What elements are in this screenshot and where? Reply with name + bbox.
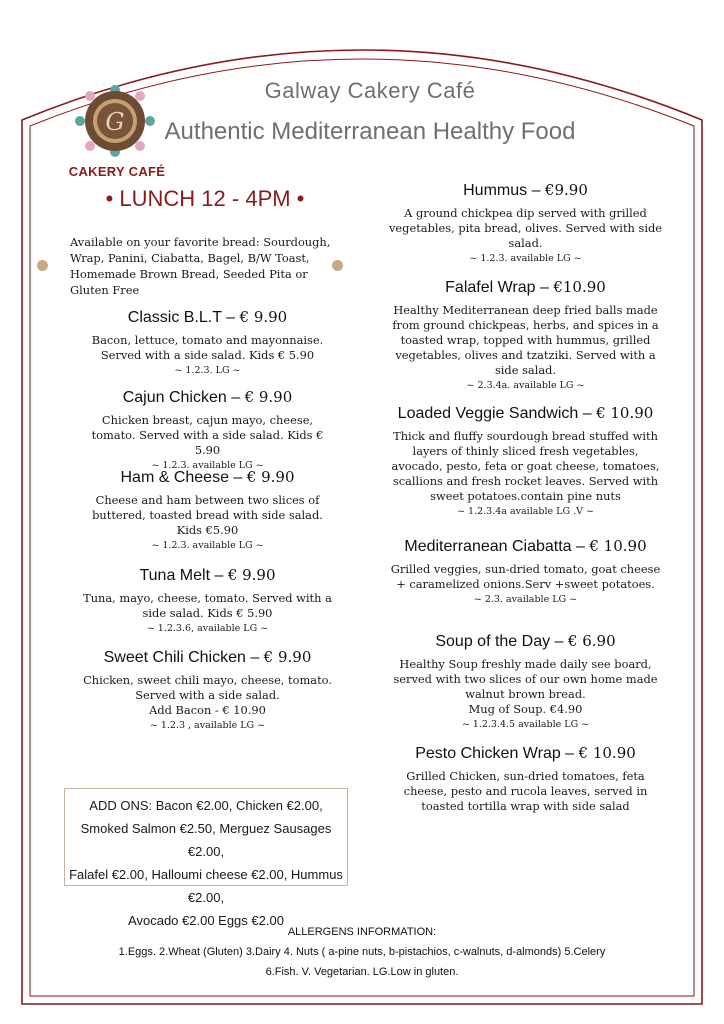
item-allergen-code: ~ 1.2.3. available LG ~ bbox=[151, 540, 264, 551]
item-desc: Healthy Mediterranean deep fried balls made from ground chickpeas, herbs, and spices in a toasted wrap, topped with hummus, grilled vegetables, olives and tzatziki. Served with a side salad. bbox=[392, 303, 659, 377]
menu-item-ham-cheese: Ham & Cheese – € 9.90 Cheese and ham between two slices of buttered, toasted bread with side salad. Kids €5.90 ~ 1.2.3. available LG ~ bbox=[80, 468, 335, 552]
logo-text: CAKERY CAFÉ bbox=[68, 164, 166, 179]
item-desc: Chicken breast, cajun mayo, cheese, tomato. Served with a side salad. Kids € 5.90 bbox=[91, 413, 324, 457]
item-price: €9.90 bbox=[544, 181, 588, 199]
item-price: € 10.90 bbox=[589, 537, 647, 555]
addons-line: Smoked Salmon €2.50, Merguez Sausages €2.00, bbox=[80, 821, 332, 859]
item-name: Soup of the Day bbox=[435, 633, 551, 650]
addons-box bbox=[64, 788, 348, 928]
item-extra: Mug of Soup. €4.90 bbox=[468, 702, 583, 716]
item-desc: Cheese and ham between two slices of buttered, toasted bread with side salad. Kids €5.90 bbox=[92, 493, 323, 537]
item-allergen-code: ~ 1.2.3. LG ~ bbox=[174, 365, 241, 376]
item-allergen-code: ~ 1.2.3. available LG ~ bbox=[469, 253, 582, 264]
item-name: Mediterranean Ciabatta bbox=[404, 538, 572, 555]
addons-line: Falafel €2.00, Halloumi cheese €2.00, Hummus €2.00, bbox=[69, 867, 343, 905]
item-desc: Healthy Soup freshly made daily see board, served with two slices of our own home made walnut brown bread. bbox=[393, 657, 658, 701]
item-price: € 6.90 bbox=[567, 632, 616, 650]
cafe-logo-icon bbox=[70, 80, 160, 166]
gold-dot-right bbox=[332, 260, 343, 271]
menu-item-hummus: Hummus – €9.90 A ground chickpea dip served with grilled vegetables, pita bread, olives. Served with side salad. ~ 1.2.3. available LG ~ bbox=[389, 181, 662, 264]
item-name: Ham & Cheese bbox=[120, 469, 229, 486]
item-desc: Thick and fluffy sourdough bread stuffed with layers of thinly sliced fresh vegetables, avocado, pesto, feta or goat cheese, tomatoes, scallions and fresh rocket leaves. Served with sweet potatoes.contain pine nuts bbox=[391, 429, 660, 503]
addons-line: Avocado €2.00 Eggs €2.00 bbox=[128, 913, 284, 928]
menu-item-tuna-melt: Tuna Melt – € 9.90 Tuna, mayo, cheese, tomato. Served with a side salad. Kids € 5.90 ~ 1.2.3.6, available LG ~ bbox=[80, 566, 335, 635]
menu-item-cajun-chicken: Cajun Chicken – € 9.90 Chicken breast, cajun mayo, cheese, tomato. Served with a side salad. Kids € 5.90 ~ 1.2.3. available LG ~ bbox=[80, 388, 335, 472]
item-allergen-code: ~ 1.2.3. available LG ~ bbox=[151, 460, 264, 471]
item-price: € 10.90 bbox=[596, 404, 654, 422]
item-desc: Grilled Chicken, sun-dried tomatoes, feta cheese, pesto and rucola leaves, served in toasted tortilla wrap with side salad bbox=[403, 769, 648, 813]
item-desc: Bacon, lettuce, tomato and mayonnaise. Served with a side salad. Kids € 5.90 bbox=[91, 333, 324, 362]
menu-item-sweet-chili-chicken: Sweet Chili Chicken – € 9.90 Chicken, sweet chili mayo, cheese, tomato. Served with a side salad. Add Bacon - € 10.90 ~ 1.2.3 , available LG ~ bbox=[80, 648, 335, 732]
item-price: € 9.90 bbox=[263, 648, 312, 666]
item-name: Classic B.L.T bbox=[127, 309, 222, 326]
item-price: € 9.90 bbox=[227, 566, 276, 584]
menu-item-soup-of-the-day: Soup of the Day – € 6.90 Healthy Soup freshly made daily see board, served with two slices of our own home made walnut brown bread. Mug of Soup. €4.90 ~ 1.2.3.4.5 available LG ~ bbox=[388, 632, 663, 731]
bread-note: Available on your favorite bread: Sourdough, Wrap, Panini, Ciabatta, Bagel, B/W Toast, Homemade Brown Bread, Seeded Pita or Gluten Free bbox=[70, 235, 331, 297]
menu-item-loaded-veggie-sandwich: Loaded Veggie Sandwich – € 10.90 Thick and fluffy sourdough bread stuffed with layers of thinly sliced fresh vegetables, avocado, pesto, feta or goat cheese, tomatoes, scallions and fresh rocket leaves. Served with sweet potatoes.contain pine nuts ~ 1.2.3.4a available LG .V ~ bbox=[388, 404, 663, 518]
allergens-heading: ALLERGENS INFORMATION: bbox=[287, 926, 437, 938]
item-name: Loaded Veggie Sandwich bbox=[397, 405, 579, 422]
item-allergen-code: ~ 1.2.3.4.5 available LG ~ bbox=[461, 719, 590, 730]
item-desc: Tuna, mayo, cheese, tomato. Served with a side salad. Kids € 5.90 bbox=[83, 591, 332, 620]
lunch-heading: • LUNCH 12 - 4PM • bbox=[105, 186, 305, 211]
item-allergen-code: ~ 1.2.3.6, available LG ~ bbox=[146, 623, 269, 634]
item-price: € 9.90 bbox=[246, 468, 295, 486]
logo-letter: G bbox=[105, 108, 125, 136]
item-name: Cajun Chicken bbox=[122, 389, 227, 406]
item-name: Tuna Melt bbox=[139, 567, 211, 584]
item-name: Pesto Chicken Wrap bbox=[415, 745, 561, 762]
addons-line: ADD ONS: Bacon €2.00, Chicken €2.00, bbox=[89, 798, 323, 813]
item-desc: A ground chickpea dip served with grilled vegetables, pita bread, olives. Served with side salad. bbox=[389, 206, 662, 250]
menu-item-blt: Classic B.L.T – € 9.90 Bacon, lettuce, tomato and mayonnaise. Served with a side salad. Kids € 5.90 ~ 1.2.3. LG ~ bbox=[80, 308, 335, 377]
item-price: € 9.90 bbox=[239, 308, 288, 326]
item-allergen-code: ~ 2.3. available LG ~ bbox=[473, 594, 578, 605]
item-allergen-code: ~ 2.3.4a. available LG ~ bbox=[466, 380, 585, 391]
cafe-name: Galway Cakery Café bbox=[264, 78, 476, 103]
item-price: € 10.90 bbox=[578, 744, 636, 762]
item-allergen-code: ~ 1.2.3 , available LG ~ bbox=[149, 720, 266, 731]
menu-item-pesto-chicken-wrap: Pesto Chicken Wrap – € 10.90 Grilled Chicken, sun-dried tomatoes, feta cheese, pesto and rucola leaves, served in toasted tortilla wrap with side salad bbox=[388, 744, 663, 814]
gold-dot-left bbox=[37, 260, 48, 271]
allergens-info bbox=[100, 922, 624, 982]
item-price: €10.90 bbox=[553, 278, 606, 296]
item-desc: Chicken, sweet chili mayo, cheese, tomato. Served with a side salad. bbox=[83, 673, 332, 702]
allergens-line-2: 6.Fish. V. Vegetarian. LG.Low in gluten. bbox=[265, 966, 459, 978]
item-name: Hummus bbox=[463, 182, 528, 199]
cafe-subtitle: Authentic Mediterranean Healthy Food bbox=[164, 118, 576, 145]
item-price: € 9.90 bbox=[244, 388, 293, 406]
item-name: Falafel Wrap bbox=[445, 279, 536, 296]
allergens-line-1: 1.Eggs. 2.Wheat (Gluten) 3.Dairy 4. Nuts ( a-pine nuts, b-pistachios, c-walnuts, d-almonds) 5.Celery bbox=[118, 946, 606, 958]
item-extra: Add Bacon - € 10.90 bbox=[149, 703, 266, 717]
item-allergen-code: ~ 1.2.3.4a available LG .V ~ bbox=[457, 506, 594, 517]
item-desc: Grilled veggies, sun-dried tomato, goat cheese + caramelized onions.Serv +sweet potatoes. bbox=[390, 562, 661, 591]
menu-item-mediterranean-ciabatta: Mediterranean Ciabatta – € 10.90 Grilled veggies, sun-dried tomato, goat cheese + caramelized onions.Serv +sweet potatoes. ~ 2.3. available LG ~ bbox=[388, 537, 663, 606]
menu-item-falafel-wrap: Falafel Wrap – €10.90 Healthy Mediterranean deep fried balls made from ground chickpeas, herbs, and spices in a toasted wrap, topped with hummus, grilled vegetables, olives and tzatziki. Served with a side salad. ~ 2.3.4a. available LG ~ bbox=[388, 278, 663, 392]
item-name: Sweet Chili Chicken bbox=[103, 649, 246, 666]
